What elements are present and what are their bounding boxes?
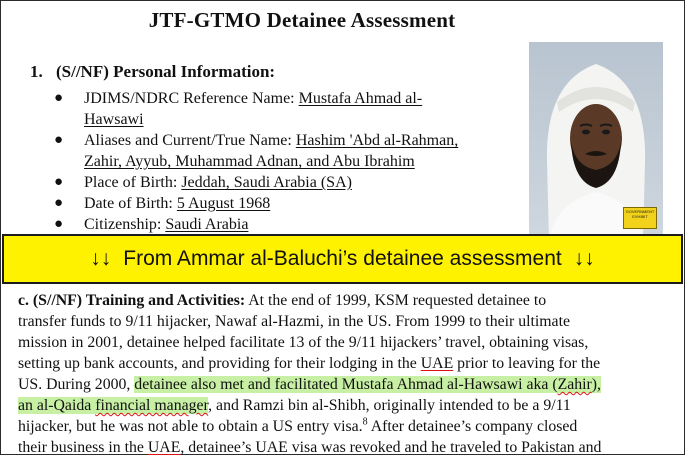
bullet-icon: ● [54, 90, 64, 106]
assessment-excerpt-top [2, 2, 683, 234]
paragraph-line: US. During 2000, detainee also met and facilitated Mustafa Ahmad al-Hawsawi aka (Zahir), [18, 376, 602, 393]
banner-text: From Ammar al-Baluchi’s detainee assessment [123, 247, 562, 270]
down-arrows-icon: ↓↓ [90, 247, 112, 270]
bullet-icon: ● [54, 132, 64, 148]
list-item [52, 88, 522, 130]
detainee-photo [529, 42, 663, 234]
section-label: (S//NF) Personal Information: [56, 62, 276, 81]
down-arrows-icon: ↓↓ [573, 247, 595, 270]
item-value: 5 August 1968 [176, 195, 271, 212]
section-number: 1. [30, 62, 43, 81]
item-value: Hashim 'Abd al-Rahman, [295, 132, 459, 149]
highlighted-text: detainee also met and facilitated Mustafa Ahmad al-Hawsawi aka (Zahir), [134, 376, 602, 393]
bullet-icon: ● [54, 216, 64, 232]
item-label: Citizenship: [84, 216, 162, 233]
list-item [52, 130, 522, 172]
paragraph-line: hijacker, but he was not able to obtain a US entry visa.$^8$ After detainee’s company closed [18, 416, 578, 435]
item-label: Date of Birth: [84, 195, 173, 212]
item-value: Saudi Arabia [165, 216, 249, 233]
portrait-illustration [529, 42, 663, 234]
item-label: JDIMS/NDRC Reference Name: [84, 90, 295, 107]
item-label: Aliases and Current/True Name: [84, 132, 292, 149]
item-value: Mustafa Ahmad al- [298, 90, 423, 107]
item-value-cont: Zahir, Ayyub, Muhammad Adnan, and Abu Ibrahim [84, 153, 415, 170]
uae-term: UAE [147, 439, 181, 456]
item-value-cont: Hawsawi [84, 111, 144, 128]
paragraph-line: their business in the UAE, detainee’s UAE visa was revoked and he traveled to Pakistan and [18, 439, 602, 456]
government-exhibit-tag: GOVERNMENT EXHIBIT [623, 207, 657, 229]
personal-info-list [52, 88, 522, 234]
item-value: Jeddah, Saudi Arabia (SA) [181, 174, 352, 191]
paragraph-line: transfer funds to 9/11 hijacker, Nawaf al-Hazmi, in the US. From 1999 to their ultimate [18, 313, 570, 330]
section-heading [30, 62, 275, 82]
paragraph-line: mission in 2001, detainee helped facilitate 13 of the 9/11 hijackers’ travel, obtaining visas, [18, 334, 589, 351]
uae-term: UAE [420, 355, 454, 372]
footnote-ref: 8 [362, 416, 368, 428]
assessment-excerpt-bottom [18, 290, 674, 458]
list-item [52, 214, 522, 234]
paragraph-line: c. (S//NF) Training and Activities: At the end of 1999, KSM requested detainee to [18, 292, 547, 309]
paragraph-line: setting up bank accounts, and providing for their lodging in the UAE prior to leaving for the [18, 355, 601, 372]
document-title: JTF-GTMO Detainee Assessment [148, 8, 456, 32]
highlighted-text: an al-Qaida financial manager [18, 397, 209, 414]
list-item [52, 172, 522, 193]
alias-zahir: Zahir [557, 376, 592, 393]
list-item [52, 193, 522, 214]
paragraph-heading: c. (S//NF) Training and Activities: [18, 292, 246, 309]
bullet-icon: ● [54, 174, 64, 190]
item-label: Place of Birth: [84, 174, 178, 191]
financial-manager-term: financial manager [95, 397, 209, 414]
paragraph-line: an al-Qaida financial manager, and Ramzi bin al-Shibh, originally intended to be a 9/11 [18, 397, 571, 414]
bullet-icon: ● [54, 195, 64, 211]
caption-banner [2, 234, 683, 284]
